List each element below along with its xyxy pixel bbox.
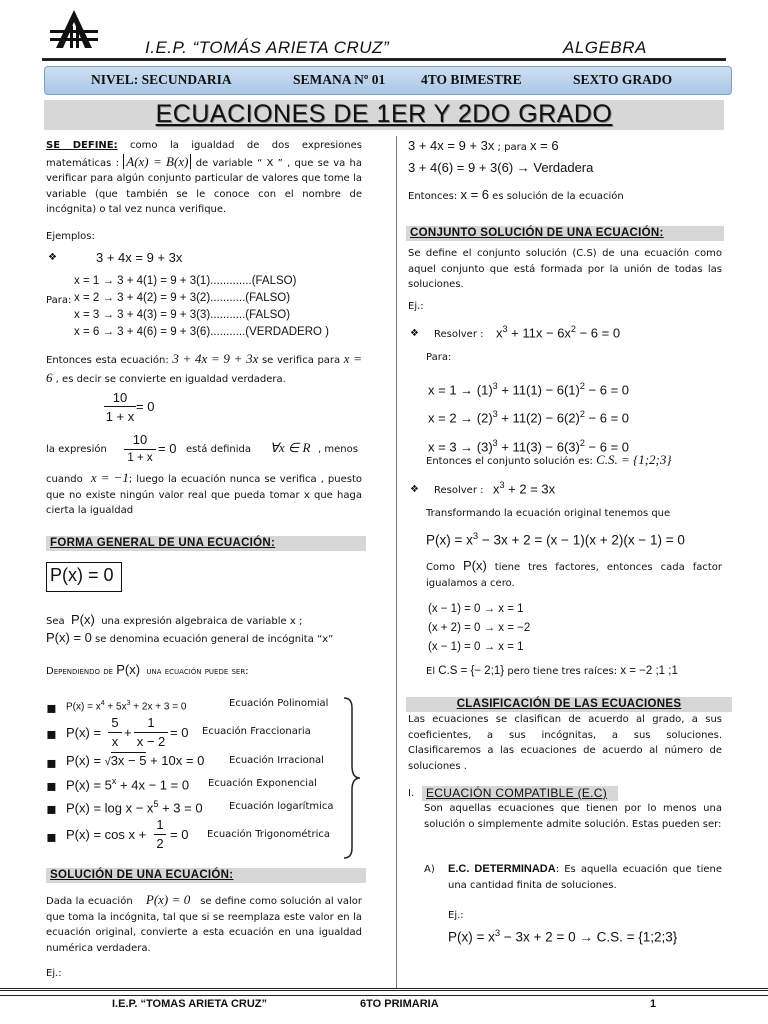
resolver-label: Resolver : — [434, 329, 484, 340]
bullet-icon: ❖ — [48, 252, 57, 263]
type-name-fractional: Ecuación Fraccionaria — [202, 726, 311, 737]
factor-line: (x − 1) = 0 → x = 1 — [428, 603, 524, 615]
px-box — [46, 562, 122, 592]
para-label: Para: — [46, 295, 72, 306]
section-conjunto-solucion: CONJUNTO SOLUCIÓN DE UNA ECUACIÓN: — [406, 226, 724, 241]
ej-label: Ej.: — [448, 910, 464, 921]
frac-den: 2 — [156, 836, 164, 851]
plus-sign: + — [124, 725, 132, 740]
compatible-number: I. — [408, 788, 415, 799]
fraction2-equals: = 0 — [158, 441, 177, 456]
entonces-text: Entonces esta ecuación: — [46, 355, 173, 366]
check-line: x = 3 → 3 + 4(3) = 9 + 3(3)...........(FALSO) — [74, 309, 291, 321]
type-eq-logarithmic: $P(x) = \log x - x^5 + 3 = 0$ — [66, 799, 203, 816]
como-text-b: tiene tres factores, entonces cada factor igualamos a cero. — [426, 562, 722, 589]
el-cs-set: C.S = {− 2;1} — [438, 665, 505, 677]
r3-line — [408, 187, 624, 205]
title-bar — [44, 100, 724, 130]
cs-paragraph: Se define el conjunto solución (C.S) de una ecuación como aquel conjunto que está formada por la unión de todas las soluciones. — [408, 248, 722, 290]
frac-num: 1 — [147, 715, 155, 730]
expr-menos: , menos — [318, 444, 358, 455]
info-bar — [44, 66, 732, 95]
entonces-paragraph — [46, 350, 362, 388]
res1-line: $x = 3 \to (3)^3 + 11(3) - 6(3)^2 - 6 = 0$ — [428, 437, 630, 454]
resolver2-equation: $x^3 + 2 = 3x$ — [493, 480, 556, 497]
fraction-bar — [104, 406, 136, 407]
section-forma-general: FORMA GENERAL DE UNA ECUACIÓN: — [46, 536, 366, 551]
type-name-logarithmic: Ecuación logarítmica — [229, 801, 334, 812]
fraction-denominator: 1 + x — [105, 409, 135, 424]
equals-zero: = 0 — [170, 725, 189, 740]
fraction2-bar — [124, 449, 156, 450]
forall-expression: ∀x ∈ R — [270, 440, 311, 455]
sea-text-b: una expresión algebraica de variable x ; — [98, 616, 303, 627]
como-text: Como — [426, 562, 463, 573]
solucion-paragraph — [46, 892, 362, 956]
frac-bar — [134, 732, 168, 733]
cs1-set: C.S. = {1;2;3} — [596, 452, 672, 467]
page-number: 1 — [650, 998, 657, 1010]
sea-paragraph — [46, 612, 362, 647]
bullet-icon: ❖ — [410, 328, 419, 339]
expr-defined: está definida — [186, 444, 251, 455]
r3-text-b: es solución de la ecuación — [489, 191, 624, 202]
como-px: P(x) — [462, 558, 487, 573]
entonces-x: x = 6 — [46, 351, 363, 385]
r1-para: ; para — [494, 142, 530, 153]
ej-label: Ej.: — [46, 968, 62, 979]
r2-line: 3 + 4(6) = 9 + 3(6) → Verdadera — [408, 160, 594, 175]
type-name-exponential: Ecuación Exponencial — [208, 778, 317, 789]
bullet-icon: ❖ — [410, 484, 419, 495]
px-equation: P(x) = 0 — [50, 565, 114, 585]
fraction2-numerator: 10 — [132, 432, 148, 447]
r3-x: x = 6 — [460, 187, 489, 202]
sol-text: Dada la ecuación — [46, 896, 133, 907]
r1-line — [408, 138, 559, 156]
r1-x: x = 6 — [530, 138, 559, 153]
brace-icon — [340, 696, 364, 860]
check-line: x = 6 → 3 + 4(6) = 9 + 3(6)...........(VERDADERO ) — [74, 326, 329, 338]
examples-label: Ejemplos: — [46, 231, 95, 242]
bullet-icon: ▪ — [46, 724, 57, 743]
type-eq-fractional: P(x) = — [66, 725, 102, 740]
example-equation: 3 + 4x = 9 + 3x — [96, 250, 183, 265]
frac-bar — [154, 834, 166, 835]
footer-rule — [0, 988, 768, 996]
footer-school: I.E.P. “TOMAS ARIETA CRUZ” — [112, 998, 268, 1010]
fraction-equals: = 0 — [136, 399, 155, 414]
determinada-paragraph — [448, 862, 722, 893]
check-list — [74, 273, 329, 341]
frac-den: x — [111, 734, 119, 749]
grado-label: SEXTO GRADO — [573, 72, 673, 87]
type-name-irrational: Ecuación Irracional — [229, 755, 324, 766]
header-rule — [42, 58, 726, 61]
type-eq-trigonometric: P(x) = cos x + — [66, 827, 147, 842]
cuando-x: x = −1 — [90, 470, 129, 485]
sea-px0: P(x) = 0 — [46, 629, 92, 645]
type-eq-exponential: $P(x) = 5^x + 4x - 1 = 0$ — [66, 776, 190, 793]
res1-line: $x = 2 \to (2)^3 + 11(2) - 6(2)^2 - 6 = 0$ — [428, 409, 630, 426]
semana-label: SEMANA Nº 01 — [293, 72, 386, 87]
dependiendo-line — [46, 662, 249, 680]
bimestre-label: 4TO BIMESTRE — [421, 72, 522, 87]
sol-equation: P(x) = 0 — [145, 892, 191, 907]
expr-label: la expresión — [46, 444, 107, 455]
como-paragraph — [426, 558, 722, 591]
frac-den: x − 2 — [136, 734, 166, 749]
factor-line: (x − 1) = 0 → x = 1 — [428, 641, 524, 653]
transform-text: Transformando la ecuación original tenemos que — [426, 508, 671, 519]
type-name-trigonometric: Ecuación Trigonométrica — [207, 829, 330, 840]
cuando-text-b: ; luego la ecuación nunca se verifica , puesto que no existe ningún valor real que pueda tomar x que haga cierta la igualdad — [46, 474, 362, 516]
dep-text-b: una ecuación puede ser: — [146, 666, 249, 677]
res1-lines — [428, 374, 629, 459]
section-clasificacion: CLASIFICACIÓN DE LAS ECUACIONES — [406, 697, 732, 712]
el-cs-roots: x = −2 ;1 ;1 — [620, 665, 678, 677]
bullet-icon: ▪ — [46, 776, 57, 795]
school-name: I.E.P. “TOMÁS ARIETA CRUZ” — [145, 38, 390, 57]
res1-line: $x = 1 \to (1)^3 + 11(1) - 6(1)^2 - 6 = 0$ — [428, 381, 630, 398]
equals-zero: = 0 — [170, 827, 189, 842]
school-logo — [48, 8, 100, 52]
section-compatible: ECUACIÓN COMPATIBLE (E.C) — [422, 786, 618, 801]
sea-text: Sea — [46, 616, 65, 627]
a-label: A) — [424, 864, 435, 875]
type-eq-polynomial: $P(x) = x^4 + 5x^3 + 2x + 3 = 0$ — [66, 700, 187, 713]
fraction-numerator: 10 — [112, 390, 128, 405]
type-name-polynomial: Ecuación Polinomial — [229, 698, 329, 709]
frac-num: 1 — [156, 817, 164, 832]
factor-line: (x + 2) = 0 → x = −2 — [428, 622, 531, 634]
factor-list — [428, 600, 530, 657]
bullet-icon: ▪ — [46, 799, 57, 818]
el-cs-text-b: pero tiene tres raíces: — [504, 666, 621, 677]
bullet-icon: ▪ — [46, 698, 57, 717]
resolver1-equation: $x^3 + 11x - 6x^2 - 6 = 0$ — [496, 324, 621, 341]
definition-label: SE DEFINE: — [46, 140, 118, 151]
definition-text-cont: de variable “ X ” , que se va ha verificar para algún conjunto particular de valores que tome la variable (que también se le conoce con el nombre de incógnita) o tal vez nunca verifique. — [46, 157, 363, 215]
definition-paragraph — [46, 138, 362, 218]
el-cs-text: El — [426, 666, 439, 677]
fraction2-denominator: 1 + x — [127, 452, 153, 464]
definition-text: como la igualdad de dos expresiones matemáticas : — [46, 140, 362, 169]
factored-equation: $P(x) = x^3 - 3x + 2 = (x - 1)(x + 2)(x - 1) = 0$ — [426, 531, 685, 548]
check-line: x = 1 → 3 + 4(1) = 9 + 3(1).............(FALSO) — [74, 275, 297, 287]
type-eq-irrational: P(x) = √3x − 5 + 10x = 0 — [66, 753, 205, 768]
cs1-line — [426, 452, 672, 470]
subject-name: ALGEBRA — [563, 38, 647, 57]
bullet-icon: ▪ — [46, 827, 57, 846]
column-divider — [396, 136, 397, 988]
dep-text: Dependiendo de — [46, 666, 114, 677]
r3-text: Entonces: — [408, 191, 461, 202]
cuando-text: cuando — [46, 474, 83, 485]
clasif-paragraph: Las ecuaciones se clasifican de acuerdo al grado, a sus coeficientes, a sus incógnitas, a sus soluciones. Clasificaremos a las ecuaciones de acuerdo al número de soluciones . — [408, 714, 722, 772]
sea-text-c: se denomina ecuación general de incógnita “x” — [91, 633, 334, 645]
dep-px: P(x) — [116, 662, 141, 677]
determinada-title: E.C. DETERMINADA — [448, 863, 556, 875]
ej-label: Ej.: — [408, 301, 424, 312]
sea-px: P(x) — [71, 612, 95, 627]
frac-num: 5 — [111, 715, 119, 730]
determinada-equation: $P(x) = x^3 - 3x + 2 = 0 \to C.S$. = {1;2;3} — [448, 928, 678, 945]
el-cs-line — [426, 664, 678, 680]
sol-text-b: se define como solución al valor que toma la incógnita, tal que si se reemplaza este valor en la ecuación original, convierte a esta ecuación en una igualdad numérica verdadera. — [46, 896, 362, 954]
bullet-icon: ▪ — [46, 753, 57, 772]
entonces-text-c: , es decir se convierte en igualdad verdadera. — [52, 374, 286, 385]
section-solucion: SOLUCIÓN DE UNA ECUACIÓN: — [46, 868, 366, 883]
resolver-label: Resolver : — [434, 485, 484, 496]
entonces-text-b: se verifica para — [258, 355, 344, 366]
footer-grade: 6TO PRIMARIA — [360, 998, 439, 1010]
frac-bar — [108, 732, 122, 733]
nivel-label: NIVEL: SECUNDARIA — [91, 72, 232, 87]
compatible-paragraph: Son aquellas ecuaciones que tienen por lo menos una solución o simplemente admite solución. Estas pueden ser: — [424, 803, 722, 830]
determinada-text: : Es aquella ecuación que tiene una cantidad finita de soluciones. — [448, 864, 722, 891]
entonces-equation: 3 + 4x = 9 + 3x — [172, 351, 259, 366]
para-label: Para: — [426, 352, 452, 363]
definition-formula: A(x) = B(x) — [123, 154, 191, 169]
r1-equation: 3 + 4x = 9 + 3x — [408, 138, 495, 153]
page-title: ECUACIONES DE 1ER Y 2DO GRADO — [155, 100, 613, 128]
cs1-text: Entonces el conjunto solución es: — [426, 456, 597, 467]
check-line: x = 2 → 3 + 4(2) = 9 + 3(2)...........(FALSO) — [74, 292, 291, 304]
cuando-paragraph — [46, 470, 362, 519]
